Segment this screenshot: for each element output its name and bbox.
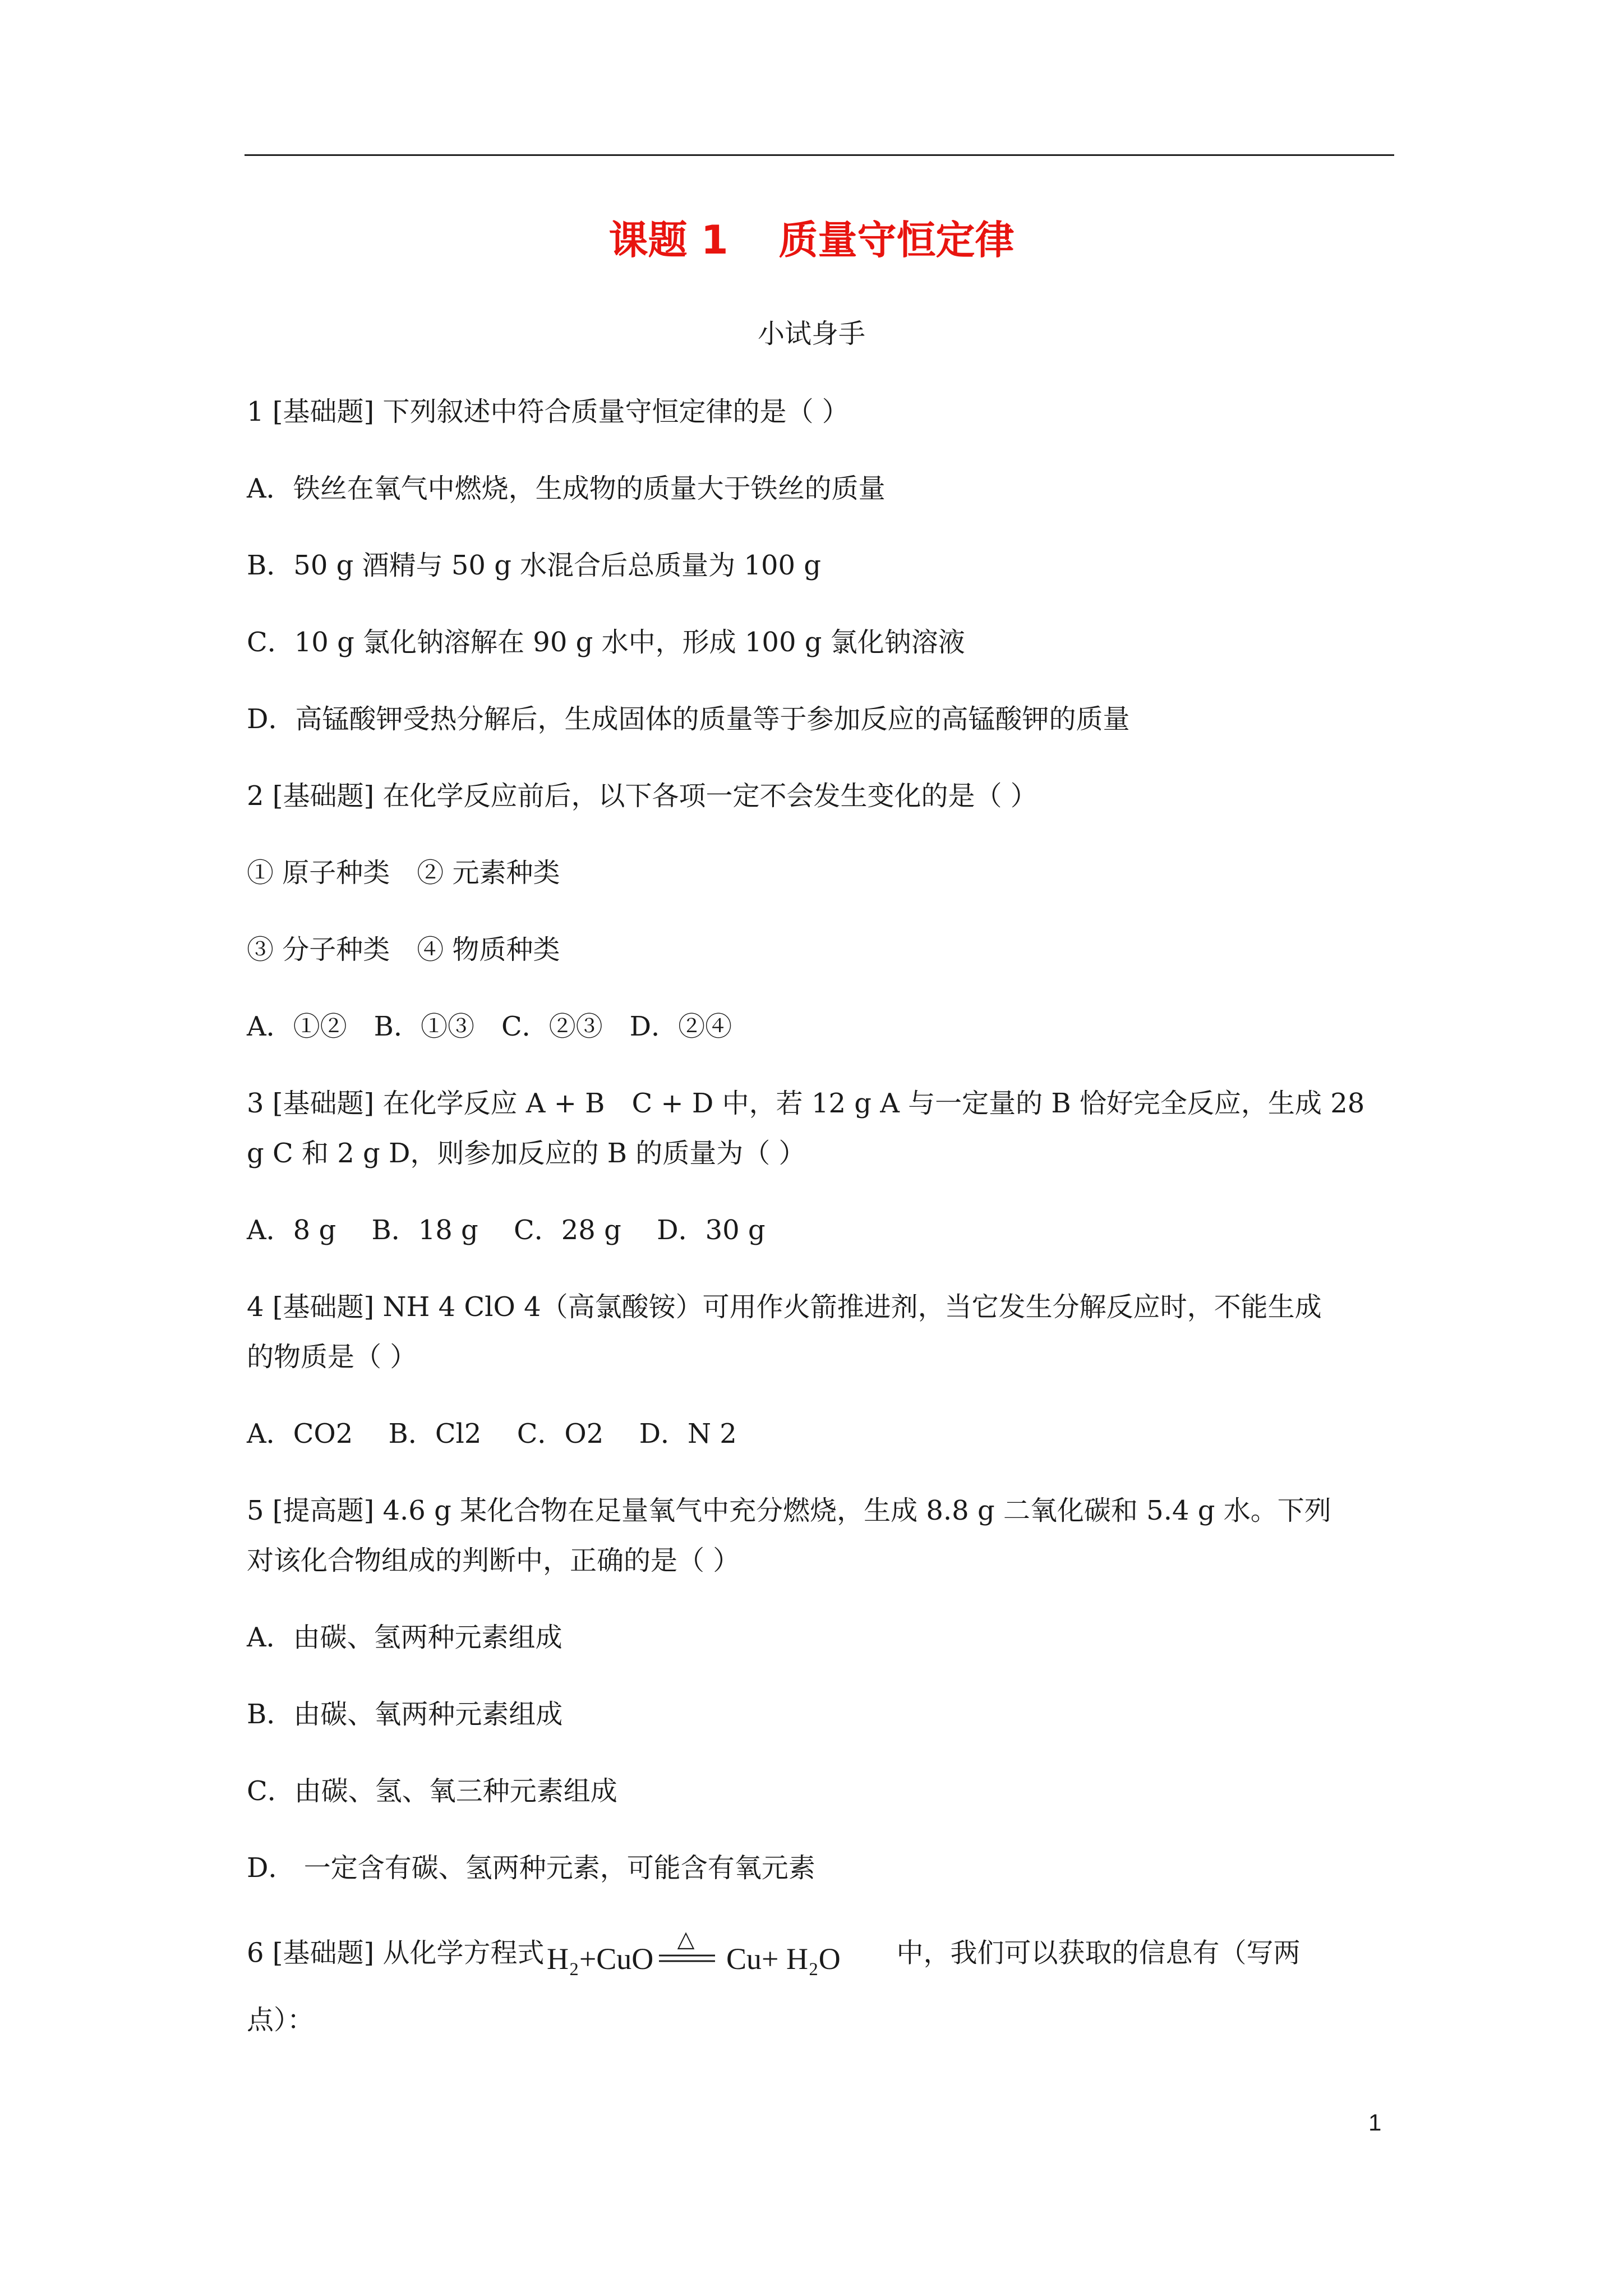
page-title — [0, 212, 1623, 268]
question-2-stem: 2 [基础题] 在化学反应前后，以下各项一定不会发生变化的是（ ） — [247, 780, 1038, 812]
lesson-name: 质量守恒定律 — [778, 217, 1015, 263]
question-4-options: A．CO2 B．Cl2 C．O2 D．N 2 — [247, 1418, 737, 1450]
question-1-option-a: A．铁丝在氧气中燃烧，生成物的质量大于铁丝的质量 — [247, 473, 886, 504]
question-2-options: A．①② B．①③ C．②③ D．②④ — [247, 1011, 732, 1042]
equation-reactants: H₂+CuO — [546, 1942, 653, 1976]
question-5-stem-line-2: 对该化合物组成的判断中，正确的是（ ） — [247, 1545, 740, 1576]
equation-heat-condition: △ — [677, 1926, 694, 1952]
question-3-stem-line-2: g C 和 2 g D，则参加反应的 B 的质量为（ ） — [247, 1138, 806, 1169]
header-rule — [245, 154, 1394, 156]
question-1-option-c: C．10 g 氯化钠溶解在 90 g 水中，形成 100 g 氯化钠溶液 — [247, 627, 965, 658]
question-4-stem-line-1: 4 [基础题] NH 4 ClO 4（高氯酸铵）可用作火箭推进剂，当它发生分解反应时，不能生成 — [247, 1291, 1322, 1323]
lesson-number: 课题 1 — [608, 217, 728, 263]
question-5-option-a: A．由碳、氢两种元素组成 — [247, 1622, 562, 1653]
question-5-option-c: C．由碳、氢、氧三种元素组成 — [247, 1775, 617, 1807]
question-6-suffix: 中，我们可以获取的信息有（写两 — [896, 1937, 1301, 1969]
question-6-stem-line-2: 点）： — [247, 2004, 315, 2036]
question-5-option-b: B．由碳、氧两种元素组成 — [247, 1699, 563, 1730]
question-3-stem-line-1: 3 [基础题] 在化学反应 A + B C + D 中，若 12 g A 与一定量的 B 恰好完全反应，生成 28 — [247, 1088, 1365, 1119]
chemical-equation — [547, 1924, 895, 1986]
question-1-option-d: D．高锰酸钾受热分解后，生成固体的质量等于参加反应的高锰酸钾的质量 — [247, 703, 1130, 735]
question-5-stem-line-1: 5 [提高题] 4.6 g 某化合物在足量氧气中充分燃烧，生成 8.8 g 二氧化碳和 5.4 g 水。下列 — [247, 1495, 1331, 1526]
page-number: 1 — [1368, 2109, 1382, 2136]
question-3-options: A．8 g B．18 g C．28 g D．30 g — [247, 1214, 766, 1246]
question-4-stem-line-2: 的物质是（ ） — [247, 1341, 417, 1373]
question-6-prefix: 6 [基础题] 从化学方程式 — [247, 1937, 545, 1969]
equation-products: Cu+ H₂O — [726, 1942, 841, 1976]
question-1-option-b: B．50 g 酒精与 50 g 水混合后总质量为 100 g — [247, 550, 822, 581]
question-1-stem: 1 [基础题] 下列叙述中符合质量守恒定律的是（ ） — [247, 396, 849, 427]
question-6-stem-line-1 — [247, 1924, 1301, 1986]
question-5-option-d: D． 一定含有碳、氢两种元素，可能含有氧元素 — [247, 1852, 815, 1884]
question-2-items-1-2: ① 原子种类 ② 元素种类 — [247, 857, 560, 889]
question-2-items-3-4: ③ 分子种类 ④ 物质种类 — [247, 934, 560, 965]
section-heading: 小试身手 — [757, 318, 865, 349]
